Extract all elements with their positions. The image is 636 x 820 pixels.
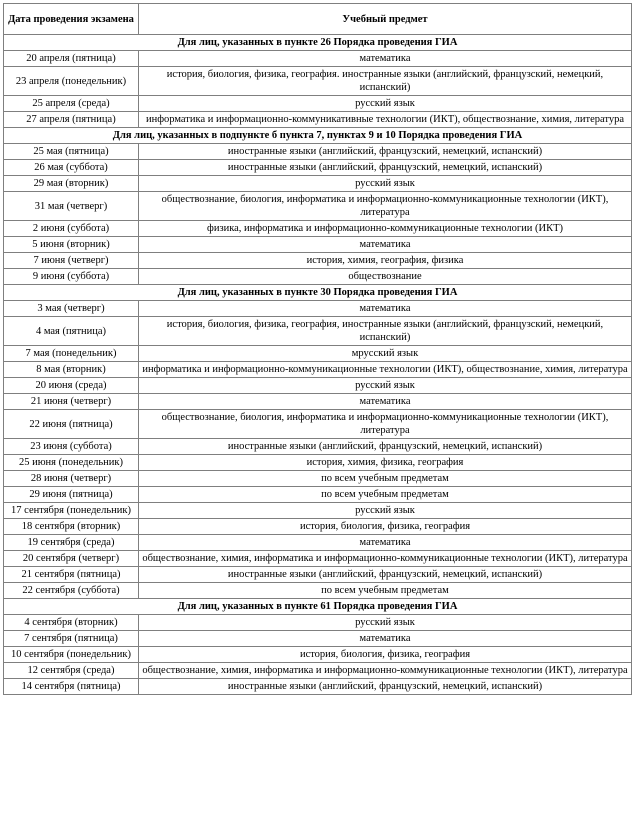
subject-cell: обществознание, химия, информатика и информационно-коммуникационные технологии (ИКТ), литература <box>139 663 632 679</box>
table-row <box>4 583 632 599</box>
subject-cell: иностранные языки (английский, французский, немецкий, испанский) <box>139 144 632 160</box>
table-body <box>4 35 632 695</box>
exam-date-cell: 27 апреля (пятница) <box>4 112 139 128</box>
exam-date-cell: 20 апреля (пятница) <box>4 51 139 67</box>
exam-date-cell: 25 апреля (среда) <box>4 96 139 112</box>
table-row <box>4 237 632 253</box>
table-row <box>4 160 632 176</box>
table-row <box>4 176 632 192</box>
subject-cell: информатика и информационно-коммуникативные технологии (ИКТ), обществознание, химия, литература <box>139 112 632 128</box>
subject-cell: математика <box>139 237 632 253</box>
exam-date-cell: 22 июня (пятница) <box>4 410 139 439</box>
subject-cell: по всем учебным предметам <box>139 471 632 487</box>
exam-date-cell: 4 сентября (вторник) <box>4 615 139 631</box>
exam-date-cell: 29 июня (пятница) <box>4 487 139 503</box>
exam-date-cell: 4 мая (пятница) <box>4 317 139 346</box>
table-row <box>4 503 632 519</box>
column-header-subject: Учебный предмет <box>139 4 632 35</box>
subject-cell: история, химия, физика, география <box>139 455 632 471</box>
subject-cell: русский язык <box>139 96 632 112</box>
exam-date-cell: 20 июня (среда) <box>4 378 139 394</box>
subject-cell: математика <box>139 631 632 647</box>
exam-date-cell: 5 июня (вторник) <box>4 237 139 253</box>
table-row <box>4 192 632 221</box>
exam-date-cell: 7 мая (понедельник) <box>4 346 139 362</box>
section-title: Для лиц, указанных в пункте 61 Порядка проведения ГИА <box>4 599 632 615</box>
table-row <box>4 221 632 237</box>
exam-date-cell: 12 сентября (среда) <box>4 663 139 679</box>
column-header-date: Дата проведения экзамена <box>4 4 139 35</box>
table-row <box>4 551 632 567</box>
table-row <box>4 51 632 67</box>
exam-date-cell: 17 сентября (понедельник) <box>4 503 139 519</box>
table-row <box>4 471 632 487</box>
table-row <box>4 439 632 455</box>
table-row <box>4 301 632 317</box>
subject-cell: математика <box>139 301 632 317</box>
exam-date-cell: 22 сентября (суббота) <box>4 583 139 599</box>
subject-cell: обществознание, химия, информатика и информационно-коммуникационные технологии (ИКТ), литература <box>139 551 632 567</box>
exam-date-cell: 7 июня (четверг) <box>4 253 139 269</box>
section-header-row <box>4 285 632 301</box>
subject-cell: обществознание, биология, информатика и информационно-коммуникационные технологии (ИКТ), литература <box>139 192 632 221</box>
subject-cell: иностранные языки (английский, французский, немецкий, испанский) <box>139 160 632 176</box>
subject-cell: история, биология, физика, география <box>139 519 632 535</box>
exam-date-cell: 18 сентября (вторник) <box>4 519 139 535</box>
exam-date-cell: 21 сентября (пятница) <box>4 567 139 583</box>
subject-cell: математика <box>139 394 632 410</box>
section-title: Для лиц, указанных в подпункте б пункта 7, пунктах 9 и 10 Порядка проведения ГИА <box>4 128 632 144</box>
exam-date-cell: 9 июня (суббота) <box>4 269 139 285</box>
section-header-row <box>4 35 632 51</box>
subject-cell: история, биология, физика, география, иностранные языки (английский, французский, немецкий, испанский) <box>139 317 632 346</box>
exam-date-cell: 21 июня (четверг) <box>4 394 139 410</box>
table-row <box>4 487 632 503</box>
table-row <box>4 96 632 112</box>
subject-cell: мрусский язык <box>139 346 632 362</box>
subject-cell: иностранные языки (английский, французский, немецкий, испанский) <box>139 439 632 455</box>
header-row <box>4 4 632 35</box>
table-row <box>4 394 632 410</box>
table-row <box>4 567 632 583</box>
subject-cell: по всем учебным предметам <box>139 487 632 503</box>
exam-date-cell: 7 сентября (пятница) <box>4 631 139 647</box>
exam-date-cell: 23 апреля (понедельник) <box>4 67 139 96</box>
section-header-row <box>4 599 632 615</box>
exam-date-cell: 10 сентября (понедельник) <box>4 647 139 663</box>
subject-cell: русский язык <box>139 503 632 519</box>
table-row <box>4 112 632 128</box>
exam-date-cell: 20 сентября (четверг) <box>4 551 139 567</box>
exam-date-cell: 28 июня (четверг) <box>4 471 139 487</box>
subject-cell: математика <box>139 51 632 67</box>
exam-date-cell: 29 мая (вторник) <box>4 176 139 192</box>
table-row <box>4 410 632 439</box>
exam-date-cell: 25 мая (пятница) <box>4 144 139 160</box>
table-row <box>4 519 632 535</box>
subject-cell: по всем учебным предметам <box>139 583 632 599</box>
table-row <box>4 615 632 631</box>
subject-cell: русский язык <box>139 615 632 631</box>
subject-cell: история, биология, физика, география <box>139 647 632 663</box>
exam-date-cell: 3 мая (четверг) <box>4 301 139 317</box>
exam-date-cell: 25 июня (понедельник) <box>4 455 139 471</box>
subject-cell: история, биология, физика, география. иностранные языки (английский, французский, немецкий, испанский) <box>139 67 632 96</box>
table-row <box>4 346 632 362</box>
table-row <box>4 679 632 695</box>
subject-cell: обществознание <box>139 269 632 285</box>
exam-date-cell: 26 мая (суббота) <box>4 160 139 176</box>
table-row <box>4 378 632 394</box>
subject-cell: физика, информатика и информационно-коммуникационные технологии (ИКТ) <box>139 221 632 237</box>
table-row <box>4 67 632 96</box>
exam-date-cell: 2 июня (суббота) <box>4 221 139 237</box>
subject-cell: информатика и информационно-коммуникационные технологии (ИКТ), обществознание, химия, литература <box>139 362 632 378</box>
exam-date-cell: 23 июня (суббота) <box>4 439 139 455</box>
table-row <box>4 535 632 551</box>
table-row <box>4 631 632 647</box>
table-row <box>4 144 632 160</box>
exam-date-cell: 14 сентября (пятница) <box>4 679 139 695</box>
section-title: Для лиц, указанных в пункте 26 Порядка проведения ГИА <box>4 35 632 51</box>
exam-date-cell: 8 мая (вторник) <box>4 362 139 378</box>
section-header-row <box>4 128 632 144</box>
subject-cell: история, химия, география, физика <box>139 253 632 269</box>
table-row <box>4 317 632 346</box>
table-row <box>4 455 632 471</box>
subject-cell: иностранные языки (английский, французский, немецкий, испанский) <box>139 567 632 583</box>
subject-cell: иностранные языки (английский, французский, немецкий, испанский) <box>139 679 632 695</box>
subject-cell: русский язык <box>139 378 632 394</box>
table-header <box>4 4 632 35</box>
table-row <box>4 663 632 679</box>
exam-date-cell: 19 сентября (среда) <box>4 535 139 551</box>
table-row <box>4 362 632 378</box>
table-row <box>4 647 632 663</box>
table-row <box>4 269 632 285</box>
table-row <box>4 253 632 269</box>
exam-schedule-table <box>3 3 632 695</box>
section-title: Для лиц, указанных в пункте 30 Порядка проведения ГИА <box>4 285 632 301</box>
subject-cell: обществознание, биология, информатика и информационно-коммуникационные технологии (ИКТ), литература <box>139 410 632 439</box>
subject-cell: математика <box>139 535 632 551</box>
exam-date-cell: 31 мая (четверг) <box>4 192 139 221</box>
subject-cell: русский язык <box>139 176 632 192</box>
